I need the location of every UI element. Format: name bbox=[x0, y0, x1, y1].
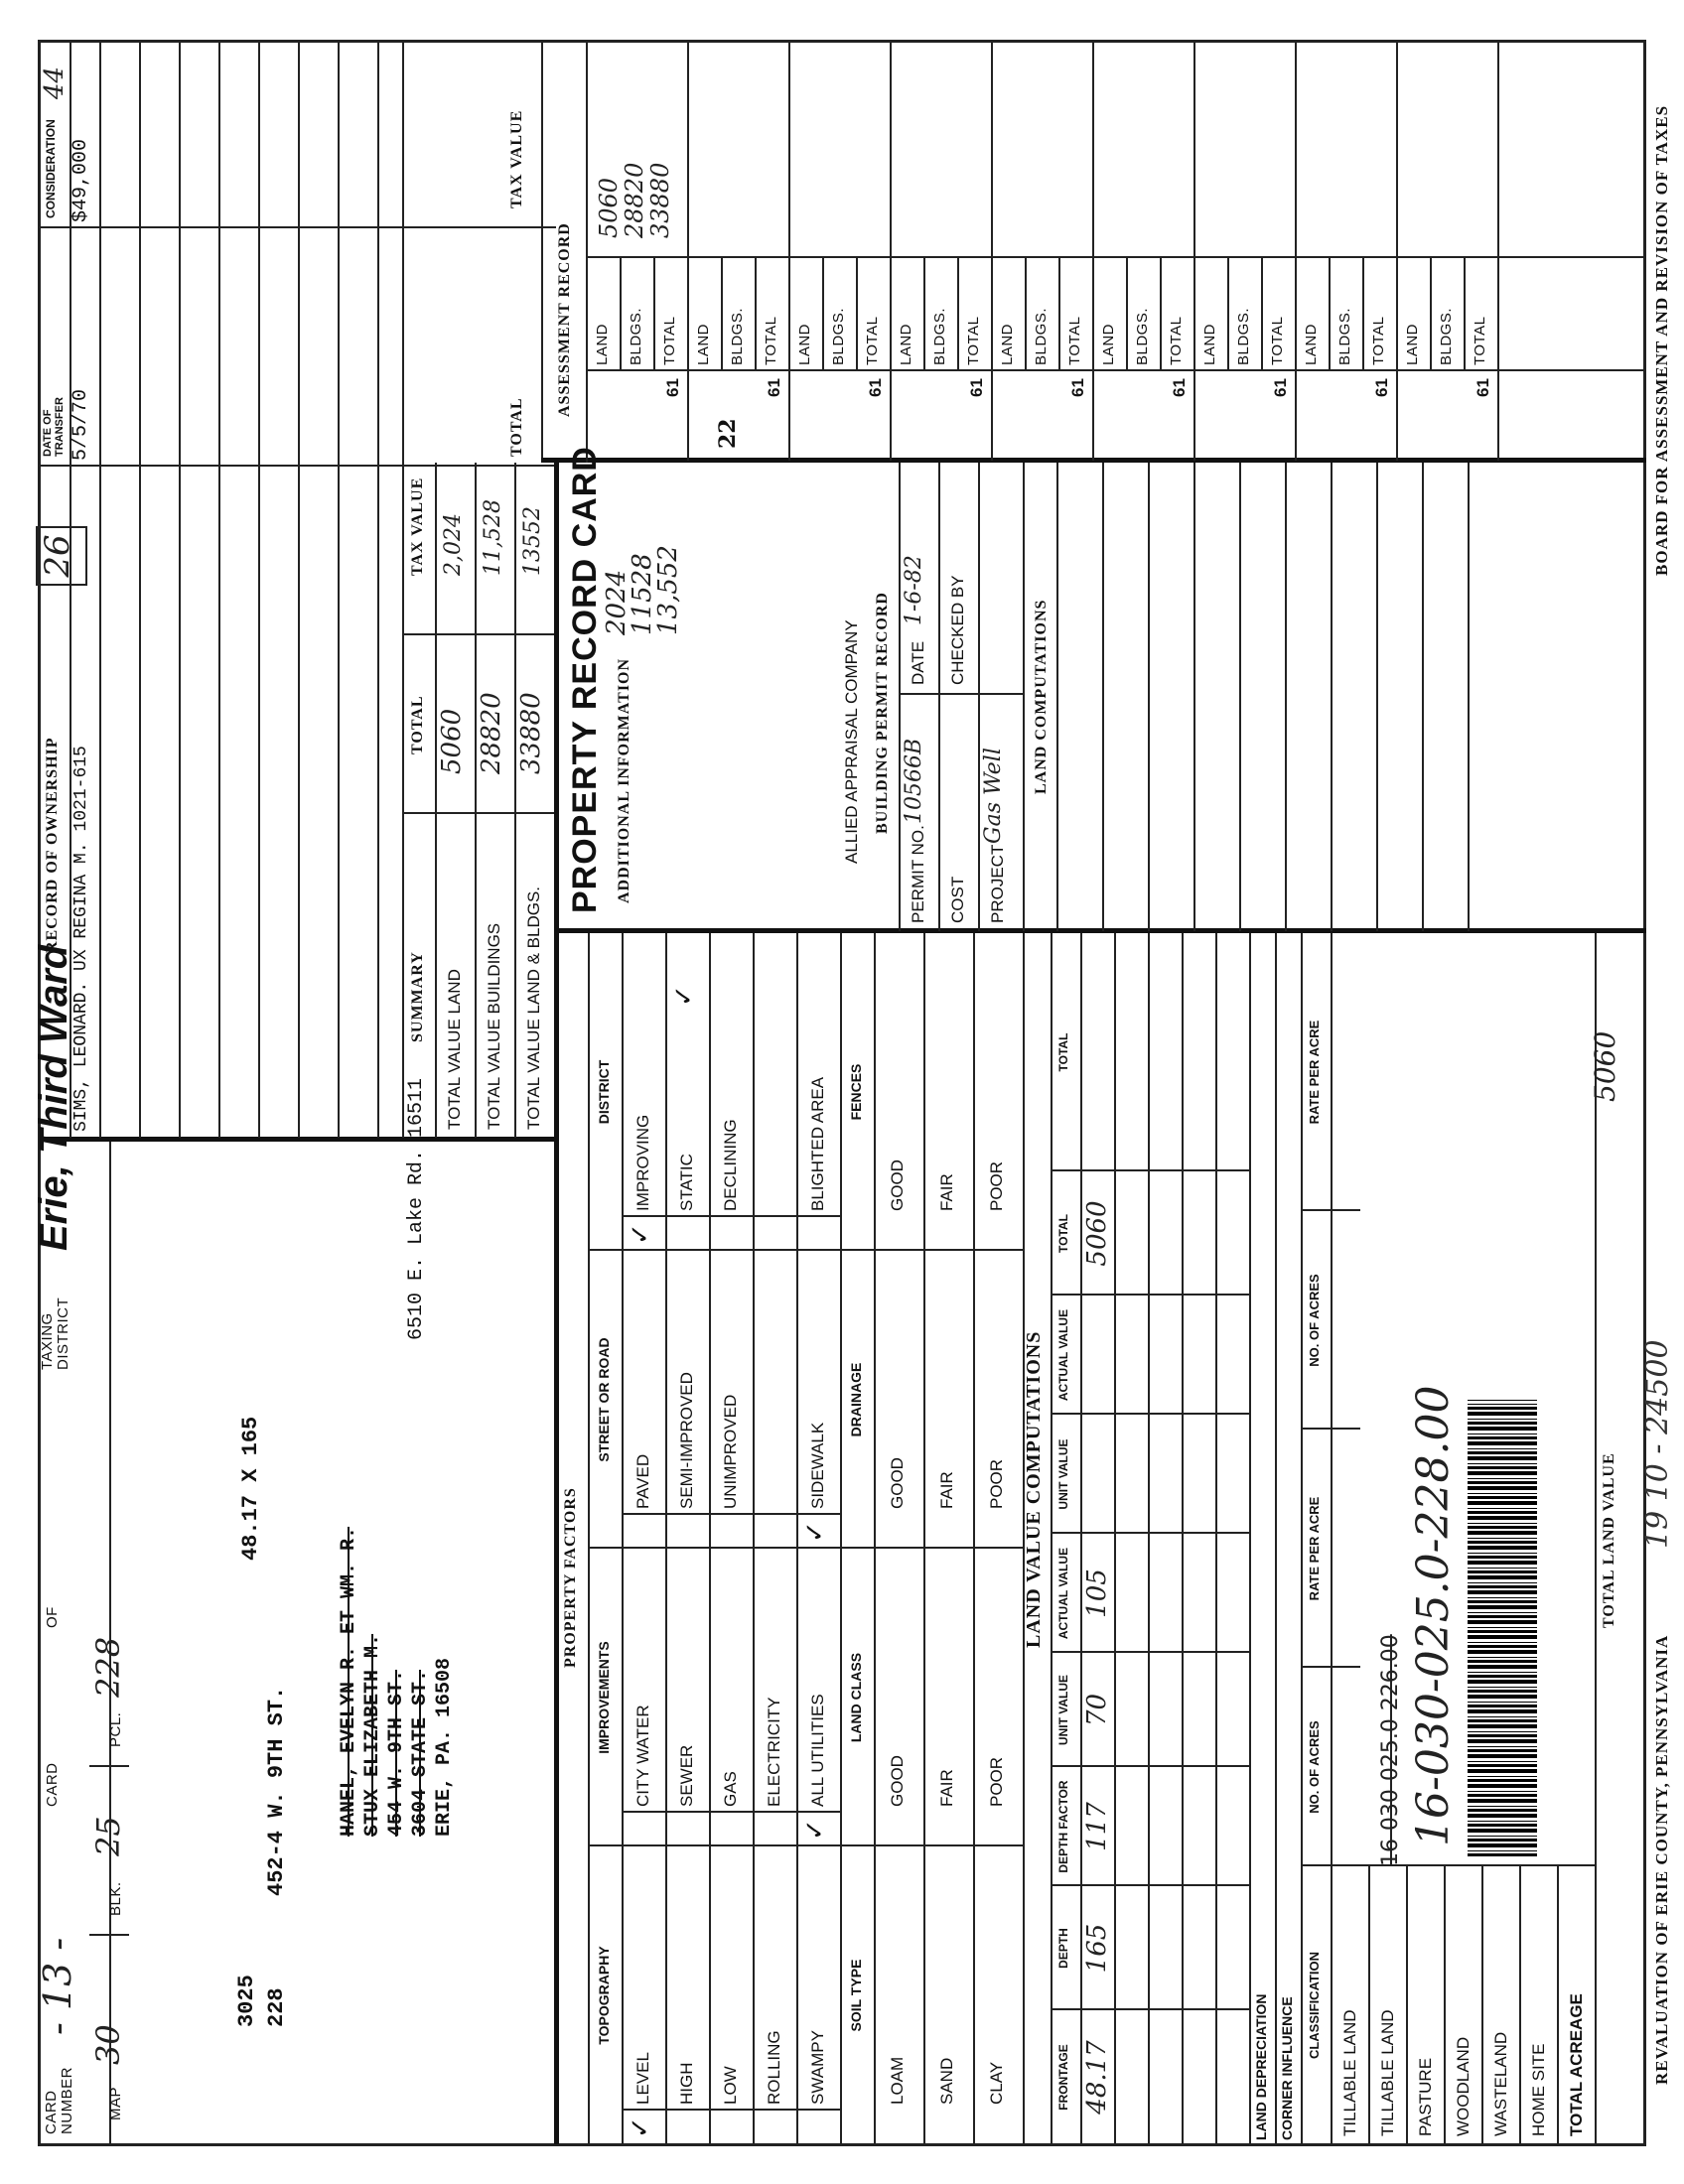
card-number-label: CARD NUMBER bbox=[43, 2066, 75, 2134]
land-value-cell: 48.17 bbox=[1082, 2040, 1112, 2115]
land-value-rule bbox=[1215, 933, 1217, 2144]
owner-line-3: 454 W. 9TH ST. bbox=[385, 1669, 408, 1837]
assessment-block-rule bbox=[788, 40, 790, 461]
land-value-header: TOTAL bbox=[1056, 1032, 1070, 1072]
factor-district-item: STATIC bbox=[677, 1154, 696, 1211]
check-mark: ✓ bbox=[800, 1521, 830, 1543]
factor-topography-item: LEVEL bbox=[633, 2052, 652, 2105]
factor-col-rule bbox=[588, 1249, 1023, 1251]
assessment-total-value: 33880 bbox=[646, 162, 674, 238]
box-number: 26 bbox=[36, 526, 87, 586]
factor-topography-item: ROLLING bbox=[765, 2030, 783, 2105]
assessment-block-rule bbox=[1092, 40, 1094, 461]
assessment-block-rule bbox=[991, 40, 993, 461]
land-value-rule bbox=[1114, 933, 1116, 2144]
assessment-row-label: BLDGS. bbox=[830, 307, 847, 365]
factor-fences-item: POOR bbox=[987, 1160, 1006, 1211]
factor-check-col bbox=[622, 1811, 840, 1813]
assessment-row-label: TOTAL bbox=[1168, 316, 1185, 365]
classification-item: TOTAL ACREAGE bbox=[1567, 1993, 1586, 2136]
factor-header: IMPROVEMENTS bbox=[596, 1641, 612, 1754]
handwritten-value-3: 13,552 bbox=[653, 545, 683, 635]
classification-item: TILLABLE LAND bbox=[1378, 2009, 1397, 2136]
assessment-row-label: BLDGS. bbox=[1235, 307, 1252, 365]
cost-label: COST bbox=[948, 876, 967, 923]
factor-land_class-item: GOOD bbox=[888, 1755, 907, 1807]
assessment-row-label: LAND bbox=[695, 323, 712, 365]
classification-item: PASTURE bbox=[1416, 2057, 1435, 2136]
assessment-total-header: TOTAL bbox=[508, 397, 525, 457]
classification-rule bbox=[1444, 1866, 1446, 2144]
assessment-year-code: 61 bbox=[1170, 378, 1189, 397]
assessment-year-code: 61 bbox=[765, 378, 783, 397]
check-mark: ✓ bbox=[626, 2116, 655, 2138]
factor-check-col bbox=[622, 1215, 840, 1217]
total-land-value: 5060 bbox=[1589, 1030, 1621, 1102]
new-owner-address: 6510 E. Lake Rd. 16511 bbox=[405, 1077, 428, 1340]
owner-line-5: ERIE, PA. 16508 bbox=[433, 1657, 456, 1837]
land-computation-rule bbox=[1422, 463, 1424, 931]
land-value-header: DEPTH bbox=[1056, 1928, 1070, 1969]
consideration-label: CONSIDERATION bbox=[44, 119, 58, 218]
factor-improvements-item: SEWER bbox=[677, 1744, 696, 1807]
assessment-rule bbox=[1126, 258, 1128, 371]
factor-rule bbox=[973, 933, 975, 2144]
owner-block bbox=[338, 1527, 457, 1837]
land-value-rule bbox=[1301, 933, 1303, 2144]
factor-improvements-item: ELECTRICITY bbox=[765, 1697, 783, 1807]
checked-by-label: CHECKED BY bbox=[948, 575, 967, 685]
factor-check-col bbox=[622, 1513, 840, 1515]
factor-rule bbox=[753, 933, 755, 2144]
land-value-rule bbox=[1148, 933, 1150, 2144]
classification-header: RATE PER ACRE bbox=[1307, 1020, 1322, 1125]
assessment-rule bbox=[721, 258, 723, 371]
assessment-block-rule bbox=[1193, 40, 1195, 461]
assessment-rule bbox=[1261, 258, 1263, 371]
footer-right: BOARD FOR ASSESSMENT AND REVISION OF TAXES bbox=[1652, 104, 1671, 576]
land-value-cell: 117 bbox=[1082, 1802, 1112, 1851]
pcl-value: 228 bbox=[89, 1636, 127, 1698]
assessment-row-label: LAND bbox=[1100, 323, 1117, 365]
ownership-title: RECORD OF OWNERSHIP bbox=[44, 737, 61, 953]
classification-item: TILLABLE LAND bbox=[1340, 2009, 1359, 2136]
classification-rule bbox=[1481, 1866, 1483, 2144]
assessment-row-label: BLDGS. bbox=[1438, 307, 1455, 365]
factor-header2: FENCES bbox=[848, 1063, 864, 1121]
assessment-block-rule bbox=[1497, 40, 1499, 461]
classification-header: NO. OF ACRES bbox=[1307, 1274, 1322, 1367]
land-value-col-rule bbox=[1051, 1169, 1249, 1171]
assessment-year-code: 61 bbox=[1068, 378, 1087, 397]
ownership-entry: SIMS, LEONARD. UX REGINA M. 1021-615 bbox=[71, 746, 91, 1132]
summary-row-bldg-label: TOTAL VALUE BUILDINGS bbox=[485, 922, 503, 1130]
assessment-row-label: TOTAL bbox=[1370, 316, 1387, 365]
classification-header: RATE PER ACRE bbox=[1307, 1496, 1322, 1601]
assessment-block-rule bbox=[1396, 40, 1398, 461]
classification-col-rule bbox=[1301, 1666, 1360, 1668]
summary-row-land-label: TOTAL VALUE LAND bbox=[445, 969, 464, 1130]
land-computation-rule bbox=[1376, 463, 1378, 931]
handwritten-value-2: 11528 bbox=[628, 553, 657, 635]
new-parcel-number: 16-030-025.0-228.00 bbox=[1408, 1385, 1459, 1846]
factor-street-item: SIDEWALK bbox=[808, 1422, 827, 1509]
factor-street-item: PAVED bbox=[633, 1453, 652, 1509]
land-value-col-rule bbox=[1051, 1413, 1249, 1415]
factor-soil-item: CLAY bbox=[987, 2061, 1006, 2105]
assessment-year-code: 61 bbox=[663, 378, 682, 397]
check-mark: ✓ bbox=[669, 985, 699, 1007]
consideration-value: $49,000 bbox=[70, 138, 92, 222]
land-computation-rule bbox=[1285, 463, 1287, 931]
old-parcel-number: 16-030-025.0-226.00 bbox=[1378, 1634, 1403, 1866]
parcel-code-1: 3025 bbox=[234, 1975, 259, 2027]
factor-topography-item: LOW bbox=[721, 2066, 740, 2105]
classification-item: WASTELAND bbox=[1491, 2031, 1510, 2136]
land-computation-rule bbox=[1148, 463, 1150, 931]
assessment-row-label: LAND bbox=[1201, 323, 1218, 365]
assessment-tax-header: TAX VALUE bbox=[508, 109, 525, 208]
assessment-year-code: 61 bbox=[1271, 378, 1290, 397]
assessment-row-label: LAND bbox=[594, 323, 611, 365]
land-value-header: FRONTAGE bbox=[1056, 2044, 1070, 2111]
classification-divider bbox=[1331, 1864, 1595, 1866]
additional-info-label: ADDITIONAL INFORMATION bbox=[616, 657, 632, 903]
factor-check-col bbox=[622, 2109, 840, 2111]
factor-header: STREET OR ROAD bbox=[596, 1337, 612, 1462]
factor-header: TOPOGRAPHY bbox=[596, 1946, 612, 2045]
assessment-rule bbox=[1160, 258, 1162, 371]
land-value-col-rule bbox=[1051, 1532, 1249, 1534]
classification-rule bbox=[1368, 1866, 1370, 2144]
assessment-rule bbox=[1329, 258, 1331, 371]
factor-rule bbox=[665, 933, 667, 2144]
factor-rule bbox=[923, 933, 925, 2144]
assessment-block-rule bbox=[687, 40, 689, 461]
land-value-rule bbox=[1331, 933, 1333, 2144]
assessment-row-label: LAND bbox=[898, 323, 914, 365]
land-value-col-rule bbox=[1051, 1884, 1249, 1886]
permit-date-label: DATE bbox=[909, 640, 927, 685]
assessment-row-label: TOTAL bbox=[661, 316, 678, 365]
classification-rule bbox=[1406, 1866, 1408, 2144]
classification-header: CLASSIFICATION bbox=[1307, 1951, 1322, 2060]
summary-total-header: TOTAL bbox=[409, 695, 426, 754]
handwritten-values bbox=[604, 545, 681, 635]
factor-improvements-item: GAS bbox=[721, 1771, 740, 1807]
classification-header: NO. OF ACRES bbox=[1307, 1720, 1322, 1814]
factor-rule bbox=[796, 933, 798, 2144]
land-value-cell: 105 bbox=[1082, 1569, 1112, 1618]
owner-line-2: STUX ELIZABETH M. bbox=[361, 1633, 384, 1837]
district-name: Erie, Third Ward bbox=[32, 944, 75, 1251]
assessment-row-label: TOTAL bbox=[1066, 316, 1083, 365]
assessment-rule bbox=[1362, 258, 1364, 371]
assessment-row-label: LAND bbox=[1303, 323, 1320, 365]
assessment-rule bbox=[1227, 258, 1229, 371]
land-value-header: TOTAL bbox=[1056, 1214, 1070, 1253]
assessment-first-values bbox=[596, 163, 673, 238]
factor-drainage-item: POOR bbox=[987, 1458, 1006, 1509]
land-value-cell: 165 bbox=[1082, 1923, 1112, 1974]
factor-topography-item: SWAMPY bbox=[808, 2030, 827, 2105]
factor-district-item: BLIGHTED AREA bbox=[808, 1076, 827, 1211]
date-of-transfer-label: DATE OF TRANSFER bbox=[42, 397, 66, 457]
assessment-rule bbox=[620, 258, 622, 371]
factor-col-rule bbox=[588, 1844, 1023, 1846]
assessment-extra-mark: 22 bbox=[715, 418, 741, 449]
land-computation-rule bbox=[1468, 463, 1470, 931]
land-computations-title: LAND COMPUTATIONS bbox=[1033, 599, 1050, 794]
appraisal-company: ALLIED APPRAISAL COMPANY bbox=[842, 619, 861, 864]
land-value-header: UNIT VALUE bbox=[1056, 1438, 1070, 1510]
assessment-year-code: 61 bbox=[866, 378, 885, 397]
check-mark: ✓ bbox=[800, 1819, 830, 1841]
factor-street-item: UNIMPROVED bbox=[721, 1394, 740, 1509]
land-value-cell: 5060 bbox=[1082, 1200, 1112, 1267]
summary-row-all-label: TOTAL VALUE LAND & BLDGS. bbox=[524, 886, 543, 1130]
factor-fences-item: FAIR bbox=[937, 1173, 956, 1211]
lot-dimensions: 48.17 X 165 bbox=[238, 1416, 263, 1561]
land-value-rule bbox=[1249, 933, 1251, 2144]
card-number-value: - 13 - bbox=[36, 1937, 79, 2035]
factor-district-item: IMPROVING bbox=[633, 1114, 652, 1211]
permit-date-value: 1-6-82 bbox=[902, 555, 926, 625]
factor-improvements-item: CITY WATER bbox=[633, 1705, 652, 1807]
assessment-row-label: LAND bbox=[1404, 323, 1421, 365]
factor-header2: LAND CLASS bbox=[848, 1652, 864, 1743]
card-label: CARD bbox=[44, 1762, 61, 1807]
assessment-row-label: LAND bbox=[999, 323, 1016, 365]
factor-header2: DRAINAGE bbox=[848, 1362, 864, 1437]
assessment-row-label: BLDGS. bbox=[1134, 307, 1151, 365]
assessment-rule bbox=[822, 258, 824, 371]
factor-drainage-item: FAIR bbox=[937, 1471, 956, 1509]
factor-header2: SOIL TYPE bbox=[848, 1959, 864, 2032]
of-label: OF bbox=[44, 1606, 61, 1628]
land-value-col-rule bbox=[1051, 2008, 1249, 2010]
assessment-land-value: 5060 bbox=[595, 177, 623, 238]
land-computation-rule bbox=[1331, 463, 1333, 931]
land-value-rule bbox=[1182, 933, 1184, 2144]
assessment-rule bbox=[957, 258, 959, 371]
factor-street-item: SEMI-IMPROVED bbox=[677, 1372, 696, 1509]
map-label: MAP bbox=[107, 2086, 124, 2120]
owner-line-4: 3604 STATE ST. bbox=[409, 1669, 432, 1837]
assessment-block-rule bbox=[890, 40, 892, 461]
factor-rule bbox=[709, 933, 711, 2144]
assessment-row-label: BLDGS. bbox=[931, 307, 948, 365]
land-value-header: ACTUAL VALUE bbox=[1056, 1547, 1070, 1640]
assessment-bldg-value: 28820 bbox=[621, 162, 648, 238]
factor-rule bbox=[840, 933, 842, 2144]
assessment-rule bbox=[755, 258, 757, 371]
assessment-row-label: TOTAL bbox=[965, 316, 982, 365]
land-value-col-rule bbox=[1051, 1765, 1249, 1767]
summary-row-land-total: 5060 bbox=[437, 708, 467, 774]
summary-row-all-total: 33880 bbox=[516, 692, 546, 774]
assessment-year-code: 61 bbox=[967, 378, 986, 397]
map-value: 30 bbox=[89, 2024, 127, 2065]
total-land-value-label: TOTAL LAND VALUE bbox=[1601, 1452, 1617, 1628]
summary-row-land-tax: 2,024 bbox=[441, 513, 466, 576]
summary-row-bldg-tax: 11,528 bbox=[481, 499, 505, 576]
land-computation-rule bbox=[1102, 463, 1104, 931]
land-value-header: DEPTH FACTOR bbox=[1056, 1780, 1070, 1873]
assessment-row-label: BLDGS. bbox=[1336, 307, 1353, 365]
check-mark: ✓ bbox=[626, 1223, 655, 1245]
footer-stamp: 19 10 - 24500 bbox=[1640, 1339, 1675, 1549]
permit-label: PERMIT NO. bbox=[909, 825, 927, 923]
classification-item: WOODLAND bbox=[1454, 2036, 1473, 2136]
factor-soil-item: SAND bbox=[937, 2057, 956, 2105]
assessment-row-label: LAND bbox=[796, 323, 813, 365]
factor-soil-item: LOAM bbox=[888, 2056, 907, 2105]
assessment-rule bbox=[653, 258, 655, 371]
assessment-rule bbox=[1058, 258, 1060, 371]
project-label: PROJECT bbox=[988, 844, 1007, 923]
blk-label: BLK. bbox=[107, 1881, 124, 1916]
land-value-header: UNIT VALUE bbox=[1056, 1674, 1070, 1746]
parcel-code-2: 228 bbox=[264, 1987, 289, 2027]
assessment-rule bbox=[923, 258, 925, 371]
factor-drainage-item: GOOD bbox=[888, 1457, 907, 1509]
assessment-row-label: BLDGS. bbox=[628, 307, 644, 365]
summary-title: SUMMARY bbox=[409, 951, 426, 1042]
assessment-rule bbox=[1464, 258, 1466, 371]
summary-row-bldg-total: 28820 bbox=[477, 692, 506, 774]
factor-land_class-item: POOR bbox=[987, 1756, 1006, 1807]
assessment-row-label: BLDGS. bbox=[729, 307, 746, 365]
factor-improvements-item: ALL UTILITIES bbox=[808, 1694, 827, 1807]
assessment-row-label: TOTAL bbox=[864, 316, 881, 365]
blk-value: 25 bbox=[89, 1816, 127, 1856]
assessment-year-code: 61 bbox=[1474, 378, 1492, 397]
factor-header: DISTRICT bbox=[596, 1059, 612, 1125]
project-value: Gas Well bbox=[981, 748, 1006, 844]
building-permit-title: BUILDING PERMIT RECORD bbox=[874, 592, 891, 834]
corner-influence-label: CORNER INFLUENCE bbox=[1279, 1996, 1295, 2140]
assessment-rule bbox=[1430, 258, 1432, 371]
assessment-row-label: BLDGS. bbox=[1033, 307, 1050, 365]
assessment-rule bbox=[856, 258, 858, 371]
assessment-row-label: TOTAL bbox=[1472, 316, 1488, 365]
assessment-row-label: TOTAL bbox=[1269, 316, 1286, 365]
property-address: 452-4 W. 9TH ST. bbox=[264, 1686, 289, 1896]
assessment-year-code: 61 bbox=[1372, 378, 1391, 397]
classification-rule bbox=[1557, 1866, 1559, 2144]
factor-land_class-item: FAIR bbox=[937, 1769, 956, 1807]
footer-left: REVALUATION OF ERIE COUNTY, PENNSYLVANIA bbox=[1652, 1634, 1671, 2085]
land-value-col-rule bbox=[1051, 1294, 1249, 1296]
summary-row-all-tax: 13552 bbox=[520, 506, 545, 576]
land-value-header: ACTUAL VALUE bbox=[1056, 1308, 1070, 1402]
classification-item: HOME SITE bbox=[1529, 2043, 1548, 2136]
factor-col-rule bbox=[588, 1547, 1023, 1549]
assessment-row-label: TOTAL bbox=[763, 316, 779, 365]
land-value-title: LAND VALUE COMPUTATIONS bbox=[1023, 1330, 1045, 1648]
taxing-district-label: TAXING DISTRICT bbox=[39, 1297, 71, 1370]
barcode bbox=[1468, 1400, 1537, 1856]
land-value-rule bbox=[1595, 933, 1597, 2144]
record-card-title: PROPERTY RECORD CARD bbox=[566, 446, 604, 913]
classification-col-rule bbox=[1301, 1428, 1360, 1430]
assessment-title: ASSESSMENT RECORD bbox=[556, 222, 573, 417]
pcl-label: PCL. bbox=[107, 1711, 124, 1747]
factor-fences-item: GOOD bbox=[888, 1160, 907, 1211]
owner-line-1: HANEL, EVELYN R. ET WM. R. bbox=[338, 1526, 360, 1837]
summary-tax-header: TAX VALUE bbox=[409, 477, 426, 576]
assessment-rule bbox=[1025, 258, 1027, 371]
property-factors-title: PROPERTY FACTORS bbox=[562, 1487, 579, 1668]
land-computation-rule bbox=[1193, 463, 1195, 931]
corner-number: 44 bbox=[40, 66, 70, 99]
land-computation-rule bbox=[1239, 463, 1241, 931]
factor-rule bbox=[622, 933, 624, 2144]
land-value-cell: 70 bbox=[1082, 1693, 1112, 1727]
land-value-rule bbox=[1275, 933, 1277, 2144]
factor-rule bbox=[874, 933, 876, 2144]
permit-value: 10566B bbox=[902, 738, 926, 824]
classification-rule bbox=[1519, 1866, 1521, 2144]
factor-topography-item: HIGH bbox=[677, 2062, 696, 2105]
handwritten-value-1: 2024 bbox=[602, 569, 632, 635]
classification-col-rule bbox=[1301, 1209, 1360, 1211]
land-value-col-rule bbox=[1051, 1651, 1249, 1653]
factor-district-item: DECLINING bbox=[721, 1119, 740, 1211]
land-depreciation-label: LAND DEPRECIATION bbox=[1253, 1993, 1269, 2140]
date-of-transfer-value: 5/5/70 bbox=[70, 388, 92, 461]
assessment-block-rule bbox=[1295, 40, 1297, 461]
